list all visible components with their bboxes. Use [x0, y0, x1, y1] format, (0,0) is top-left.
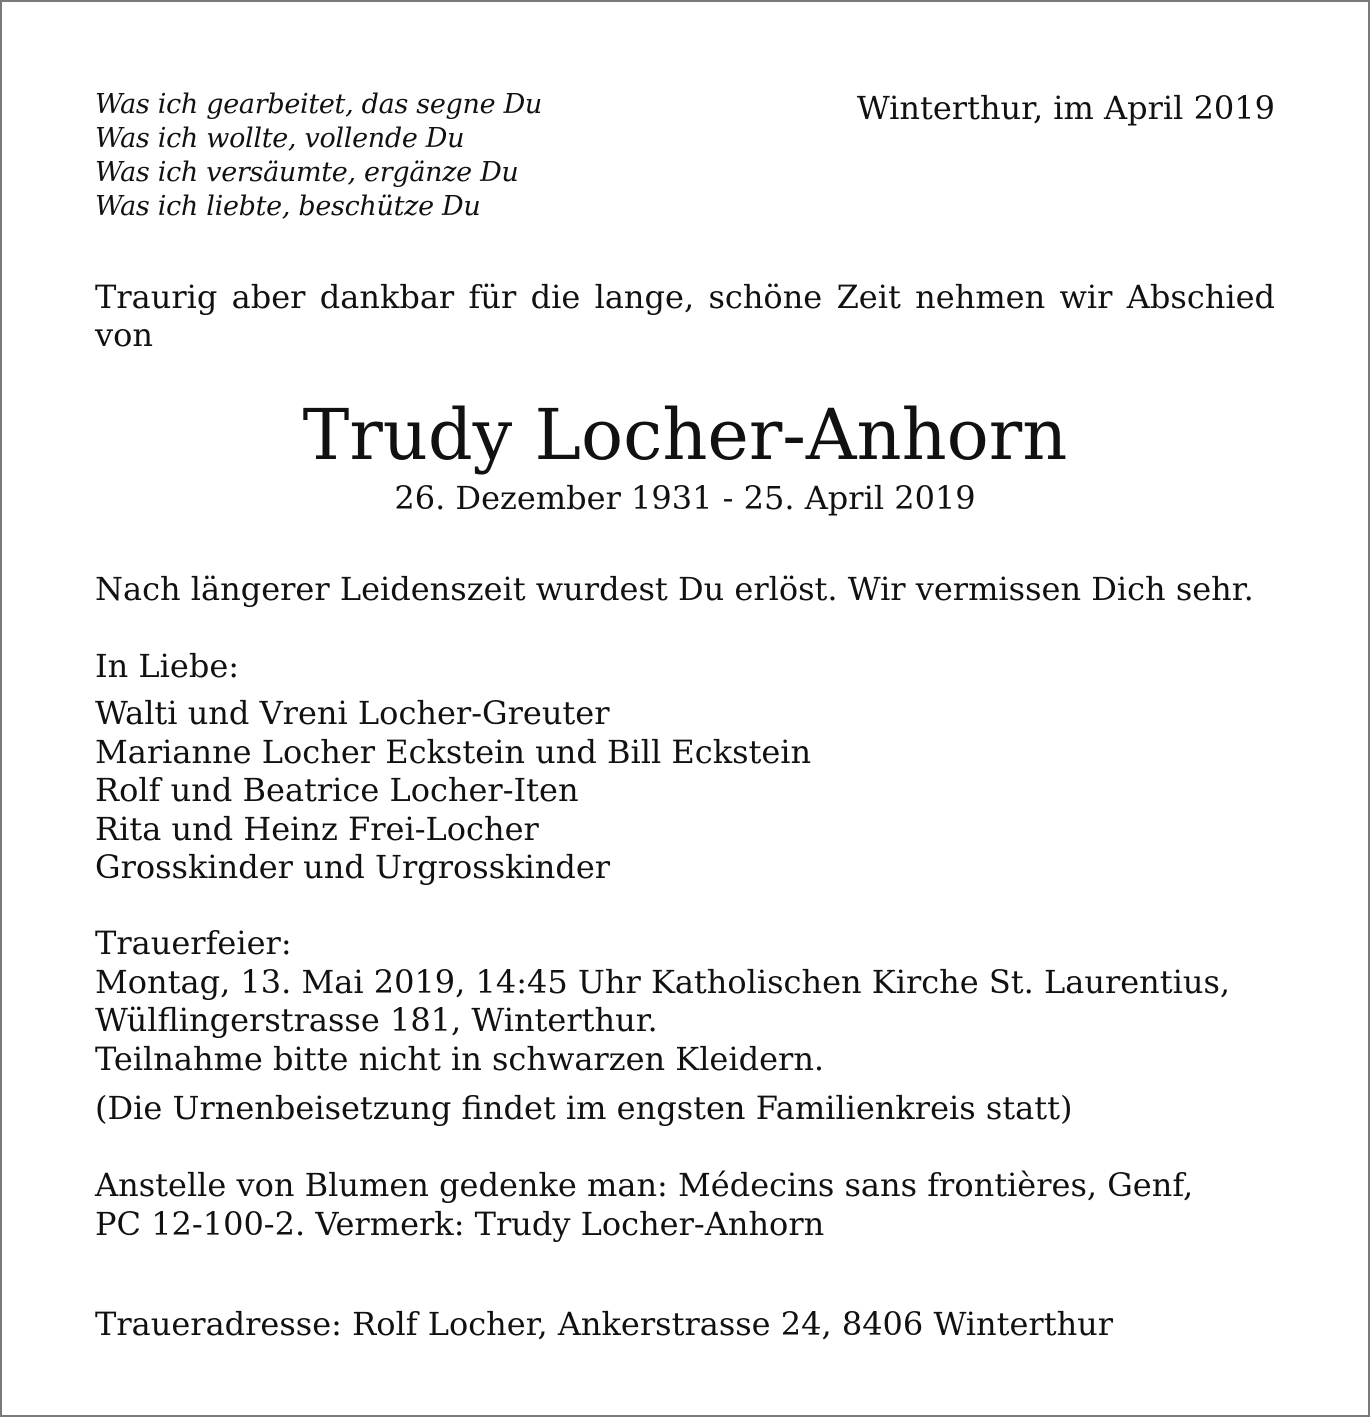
- life-dates: 26. Dezember 1931 - 25. April 2019: [394, 479, 976, 517]
- poem: [95, 88, 542, 224]
- poem-line: Was ich versäumte, ergänze Du: [95, 157, 519, 188]
- farewell-message: [95, 570, 1295, 609]
- place-date: Winterthur, im April 2019: [856, 89, 1275, 127]
- poem-line: Was ich wollte, vollende Du: [95, 123, 465, 154]
- mourners-label: In Liebe:: [95, 647, 240, 685]
- urn-note-text: (Die Urnenbeisetzung findet im engsten Familienkreis statt): [95, 1089, 1073, 1127]
- mourner-name: Marianne Locher Eckstein und Bill Eckstein: [95, 732, 812, 771]
- ceremony-section: [95, 924, 1295, 1078]
- ceremony-line: Wülflingerstrasse 181, Winterthur.: [95, 1001, 658, 1039]
- urn-note: [95, 1089, 1295, 1128]
- intro-text: Traurig aber dankbar für die lange, schöne Zeit nehmen wir Abschied von: [95, 278, 1275, 354]
- mourner-name: Grosskinder und Urgrosskinder: [95, 848, 611, 886]
- ceremony-label: Trauerfeier:: [95, 924, 292, 962]
- donation-section: [95, 1166, 1295, 1243]
- mourner-name: Rita und Heinz Frei-Locher: [95, 809, 539, 848]
- donation-line: PC 12-100-2. Vermerk: Trudy Locher-Anhorn: [95, 1204, 825, 1243]
- mourners-list: [95, 694, 1295, 887]
- mourner-name: Rolf und Beatrice Locher-Iten: [95, 771, 579, 809]
- donation-line: Anstelle von Blumen gedenke man: Médecins sans frontières, Genf,: [95, 1166, 1194, 1204]
- mourning-address: [95, 1305, 1295, 1344]
- ceremony-line: Teilnahme bitte nicht in schwarzen Kleidern.: [95, 1039, 825, 1078]
- poem-line: Was ich gearbeitet, das segne Du: [95, 89, 543, 120]
- mourning-address-text: Traueradresse: Rolf Locher, Ankerstrasse 24, 8406 Winterthur: [95, 1305, 1114, 1343]
- message-text: Nach längerer Leidenszeit wurdest Du erlöst. Wir vermissen Dich sehr.: [95, 570, 1254, 608]
- poem-line: Was ich liebte, beschütze Du: [95, 191, 481, 222]
- mourners-heading: [95, 647, 1295, 686]
- mourner-name: Walti und Vreni Locher-Greuter: [95, 694, 610, 732]
- ceremony-line: Montag, 13. Mai 2019, 14:45 Uhr Katholischen Kirche St. Laurentius,: [95, 962, 1231, 1001]
- deceased-name: Trudy Locher-Anhorn: [302, 394, 1068, 476]
